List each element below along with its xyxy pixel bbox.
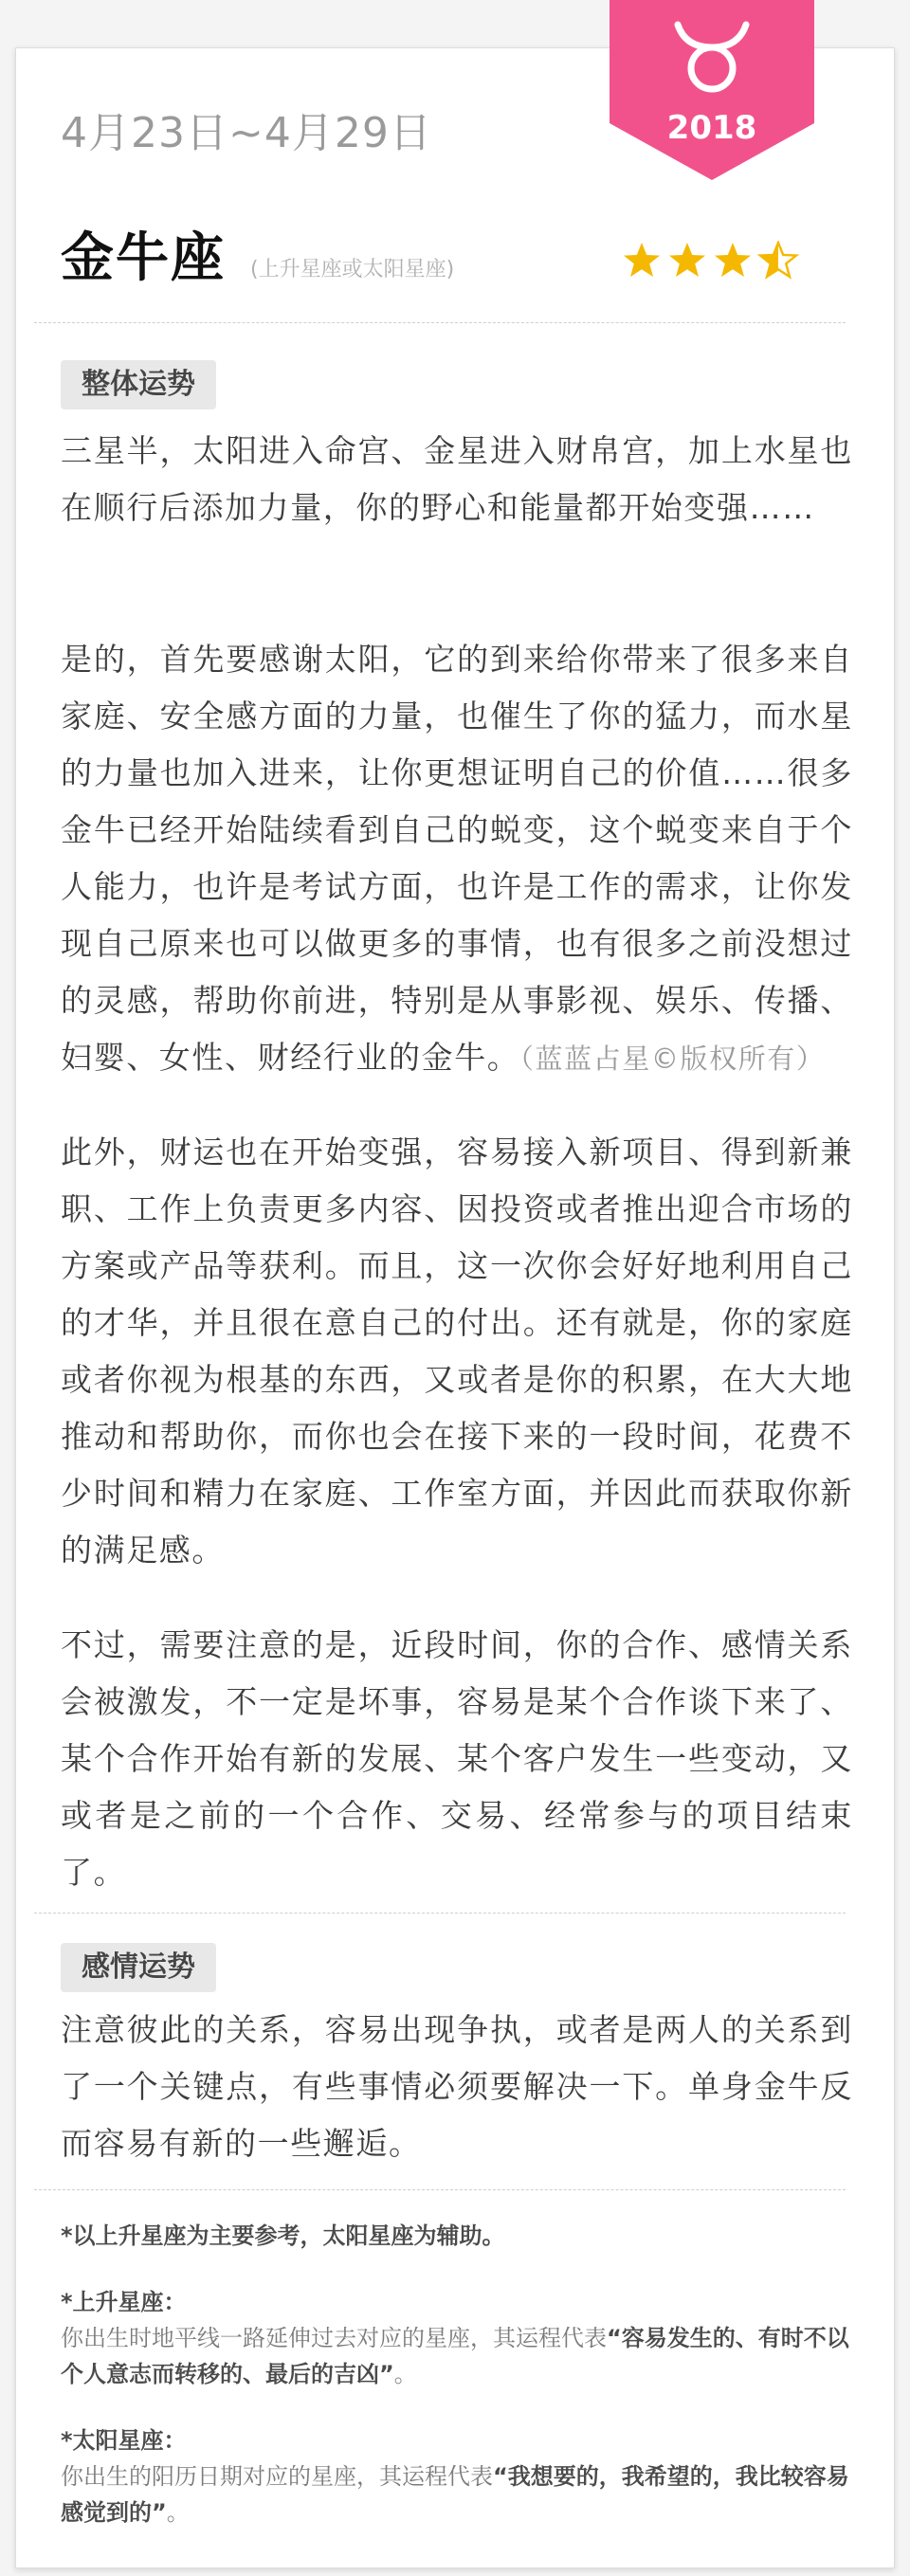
year-badge (610, 0, 814, 180)
section-tag-love: 感情运势 (61, 1943, 216, 1992)
note-sun (61, 2422, 853, 2531)
star-icon (669, 243, 705, 277)
note-main (61, 2218, 853, 2254)
note-rising-title: *上升星座： (61, 2289, 187, 2315)
half-star-icon (760, 243, 796, 277)
star-rating (622, 241, 802, 281)
love-paragraph: 注意彼此的关系，容易出现争执，或者是两人的关系到了一个关键点，有些事情必须要解决一下。单身金牛反而容易有新的一些邂逅。 (61, 2011, 853, 2162)
sign-title: 金牛座 (61, 227, 226, 289)
star-icon (715, 243, 751, 277)
star-icon (624, 243, 660, 277)
note-sun-quote: “我想要的，我希望的，我比较容易感觉到的” (61, 2463, 849, 2526)
note-rising-text: 你出生时地平线一路延伸过去对应的星座，其运程代表 (61, 2325, 607, 2351)
note-sun-text: 你出生的阳历日期对应的星座，其运程代表 (61, 2463, 493, 2490)
overall-paragraph-2-text: 是的，首先要感谢太阳，它的到来给你带来了很多来自家庭、安全感方面的力量，也催生了你的猛力，而水星的力量也加入进来，让你更想证明自己的价值……很多金牛已经开始陆续看到自己的蜕变，这个蜕变来自于个人能力，也许是考试方面，也许是工作的需求，让你发现自己原来也可以做更多的事情，也有很多之前没想过的灵感，帮助你前进，特别是从事影视、娱乐、传播、妇婴、女性、财经行业的金牛。 (61, 641, 853, 1076)
note-sun-end: 。 (166, 2499, 190, 2526)
date-range: 4月23日~4月29日 (61, 109, 432, 157)
note-rising-quote: “容易发生的、有时不以个人意志而转移的、最后的吉凶” (61, 2325, 849, 2387)
overall-paragraph-3: 此外，财运也在开始变强，容易接入新项目、得到新兼职、工作上负责更多内容、因投资或者推出迎合市场的方案或产品等获利。而且，这一次你会好好地利用自己的才华，并且很在意自己的付出。还有就是，你的家庭或者你视为根基的东西，又或者是你的积累，在大大地推动和帮助你，而你也会在接下来的一段时间，花费不少时间和精力在家庭、工作室方面，并因此而获取你新的满足感。 (61, 1134, 853, 1569)
note-sun-title: *太阳星座： (61, 2427, 187, 2454)
divider (34, 1913, 846, 1914)
copyright-credit: （蓝蓝占星©版权所有） (519, 1043, 826, 1075)
title-row (61, 216, 454, 292)
overall-paragraph-2 (61, 631, 853, 1087)
badge-year: 2018 (666, 109, 757, 147)
divider (34, 2189, 846, 2190)
sign-note: (上升星座或太阳星座) (250, 258, 455, 281)
overall-paragraph-1: 三星半，太阳进入命宫、金星进入财帛宫，加上水星也在顺行后添加力量，你的野心和能量都开始变强…… (61, 432, 853, 526)
note-main-text: *以上升星座为主要参考，太阳星座为辅助。 (61, 2222, 505, 2249)
note-rising (61, 2284, 853, 2392)
section-tag-overall: 整体运势 (61, 360, 216, 409)
divider (34, 322, 846, 323)
overall-paragraph-4: 不过，需要注意的是，近段时间，你的合作、感情关系会被激发，不一定是坏事，容易是某个合作谈下来了、某个合作开始有新的发展、某个客户发生一些变动，又或者是之前的一个合作、交易、经常参与的项目结束了。 (61, 1626, 853, 1891)
note-rising-end: 。 (393, 2361, 417, 2387)
